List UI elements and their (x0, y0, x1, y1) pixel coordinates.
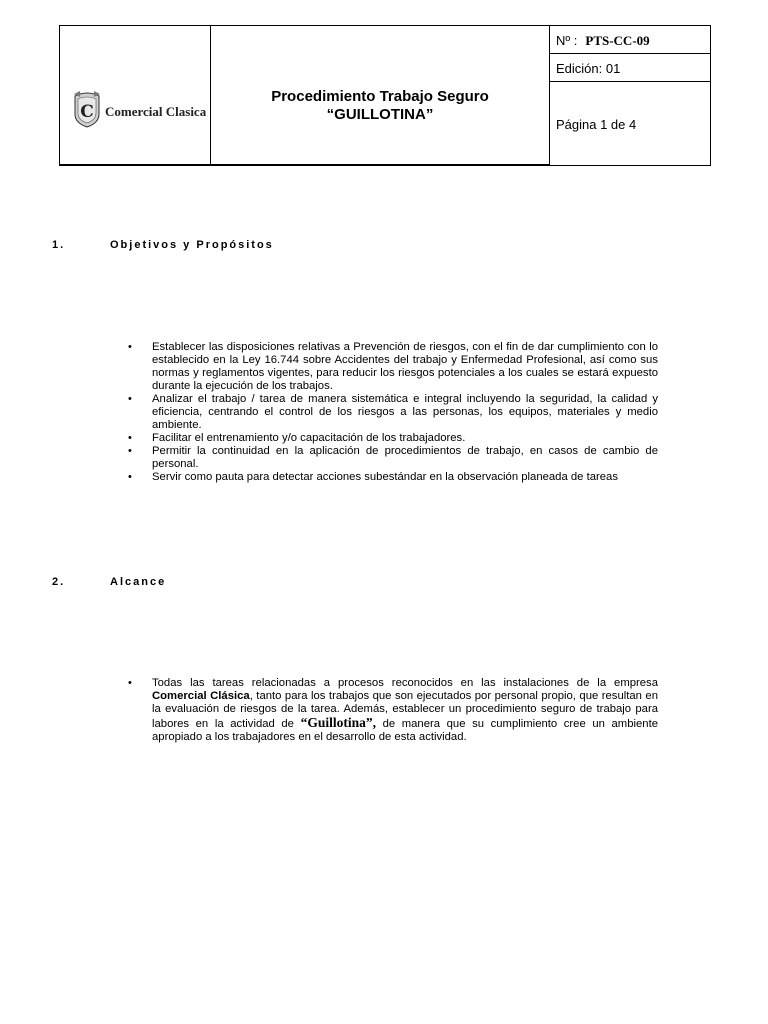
list-item (128, 677, 658, 744)
section-number: 1. (52, 239, 66, 251)
section-heading-objetivos (52, 239, 274, 251)
list-item: • Permitir la continuidad en la aplicación de procedimientos de trabajo, en casos de cambio de personal. (128, 445, 658, 471)
logo-cell (60, 26, 211, 165)
activity-name-emphasis: “Guillotina”, (300, 715, 376, 730)
document-number-row (550, 26, 711, 54)
edition-row (550, 54, 711, 82)
logo-text: Comercial Clasica (105, 104, 207, 119)
section-number: 2. (52, 576, 66, 588)
company-name-emphasis: Comercial Clásica (152, 690, 250, 702)
section-title: Alcance (110, 576, 167, 588)
page-row (550, 82, 711, 165)
alcance-text-3: de manera que su cumplimiento cree un ambiente apropiado a los trabajadores en el desarrollo de esta actividad. (152, 718, 658, 743)
edition-text: Edición: 01 (556, 61, 621, 76)
alcance-text-2: , tanto para los trabajos que son ejecutados por personal propio, que resultan en la evaluación de riesgos de la tarea. Además, establecer un procedimiento seguro de trabajo para labores en la actividad de (152, 690, 658, 730)
document-header (59, 25, 711, 166)
section-heading-alcance (52, 576, 166, 588)
title-line-2: “GUILLOTINA” (326, 106, 434, 123)
list-item: • Analizar el trabajo / tarea de manera sistemática e integral incluyendo la seguridad, la calidad y eficiencia, centrando el control de los riesgos a las personas, los equipos, materiales y medio ambiente. (128, 393, 658, 432)
title-cell (211, 26, 549, 165)
list-item: • Facilitar el entrenamiento y/o capacitación de los trabajadores. (128, 432, 658, 445)
document-number: PTS-CC-09 (585, 33, 650, 48)
header-divider (59, 164, 549, 166)
objetivos-list (128, 341, 658, 484)
alcance-list (128, 677, 658, 744)
title-line-1: Procedimiento Trabajo Seguro (271, 88, 489, 105)
metadata-column (549, 26, 710, 165)
list-item: • Establecer las disposiciones relativas a Prevención de riesgos, con el fin de dar cumplimiento con lo establecido en la Ley 16.744 sobre Accidentes del trabajo y Enfermedad Profesional, así como sus normas y reglamentos vigentes, para reducir los riesgos potenciales a los cuales se estará expuesto durante la ejecución de los trabajos. (128, 341, 658, 393)
svg-text:C: C (80, 102, 94, 122)
document-number-label: Nº : (556, 33, 578, 48)
section-title: Objetivos y Propósitos (110, 239, 274, 251)
page-number-text: Página 1 de 4 (556, 117, 637, 132)
company-logo (72, 90, 207, 130)
list-item: • Servir como pauta para detectar acciones subestándar en la observación planeada de tareas (128, 471, 658, 484)
document-title (211, 88, 549, 124)
crest-icon (72, 90, 102, 128)
alcance-text-1: Todas las tareas relacionadas a procesos reconocidos en las instalaciones de la empresa (152, 677, 658, 689)
